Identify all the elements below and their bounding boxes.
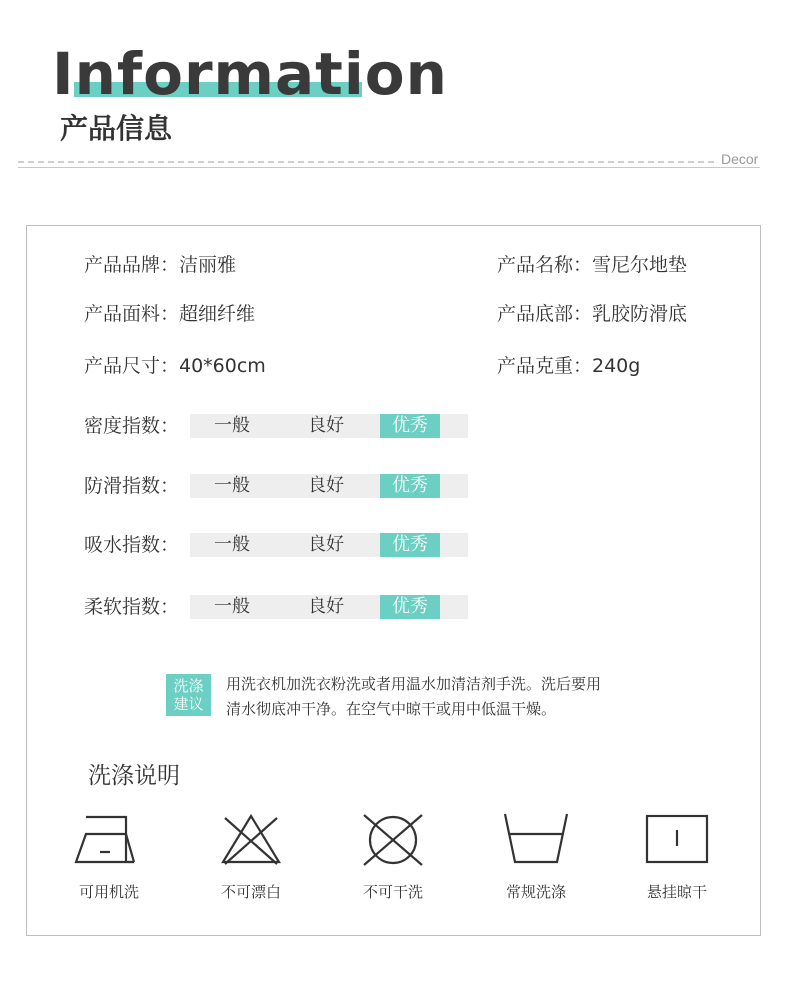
rating-bar bbox=[190, 533, 468, 557]
care-label: 可用机洗 bbox=[78, 883, 139, 901]
care-label: 不可干洗 bbox=[362, 883, 423, 901]
page-subtitle: 产品信息 bbox=[60, 112, 173, 145]
rating-level-excellent-selected: 优秀 bbox=[380, 533, 440, 557]
rating-label: 密度指数： bbox=[84, 415, 180, 437]
rating-level-normal: 一般 bbox=[214, 415, 250, 436]
rating-level-good: 良好 bbox=[308, 415, 344, 436]
wash-text-line1: 用洗衣机加洗衣粉洗或者用温水加清洁剂手洗。洗后要用 bbox=[226, 675, 602, 693]
rating-level-excellent-selected: 优秀 bbox=[380, 474, 440, 498]
rating-softness bbox=[84, 594, 468, 620]
rating-anti-slip bbox=[84, 473, 468, 499]
rating-level-excellent-selected: 优秀 bbox=[380, 595, 440, 619]
care-label: 悬挂晾干 bbox=[646, 883, 707, 901]
wash-advice-text bbox=[226, 672, 601, 722]
rating-density bbox=[84, 413, 468, 439]
wash-tub-icon bbox=[501, 810, 571, 870]
rating-level-excellent-selected: 优秀 bbox=[380, 414, 440, 438]
no-bleach-icon bbox=[216, 810, 286, 870]
hang-dry-icon bbox=[642, 810, 712, 870]
rating-bar bbox=[190, 595, 468, 619]
rating-bar bbox=[190, 414, 468, 438]
care-item-machine-wash bbox=[49, 810, 169, 902]
no-dry-clean-icon bbox=[358, 810, 428, 870]
page-title: Information bbox=[52, 40, 448, 108]
care-title: 洗涤说明 bbox=[88, 763, 180, 789]
care-label: 不可漂白 bbox=[220, 883, 281, 901]
care-item-hang-dry bbox=[617, 810, 737, 902]
wash-badge-line2: 建议 bbox=[173, 695, 204, 713]
info-base: 产品底部：乳胶防滑底 bbox=[497, 303, 688, 325]
rating-level-good: 良好 bbox=[308, 596, 344, 617]
rating-level-normal: 一般 bbox=[214, 596, 250, 617]
rating-level-normal: 一般 bbox=[214, 534, 250, 555]
care-item-no-dry-clean bbox=[333, 810, 453, 902]
rating-level-good: 良好 bbox=[308, 534, 344, 555]
rating-absorbency bbox=[84, 532, 468, 558]
rating-label: 防滑指数： bbox=[84, 475, 180, 497]
rating-level-normal: 一般 bbox=[214, 475, 250, 496]
wash-badge-line1: 洗涤 bbox=[173, 677, 204, 695]
info-size: 产品尺寸：40*60cm bbox=[84, 355, 266, 377]
wash-text-line2: 清水彻底冲干净。在空气中晾干或用中低温干燥。 bbox=[226, 700, 557, 718]
rating-label: 柔软指数： bbox=[84, 596, 180, 618]
info-brand: 产品品牌：洁丽雅 bbox=[84, 254, 237, 276]
info-material: 产品面料：超细纤维 bbox=[84, 303, 256, 325]
care-item-normal-wash bbox=[476, 810, 596, 902]
care-label: 常规洗涤 bbox=[505, 883, 566, 901]
info-weight: 产品克重：240g bbox=[497, 355, 641, 377]
decor-label: Decor bbox=[721, 151, 759, 167]
rating-level-good: 良好 bbox=[308, 475, 344, 496]
info-name: 产品名称：雪尼尔地垫 bbox=[497, 254, 688, 276]
header-dashed-divider bbox=[18, 161, 714, 163]
iron-icon bbox=[74, 810, 144, 870]
wash-advice-badge bbox=[166, 674, 211, 716]
care-item-no-bleach bbox=[191, 810, 311, 902]
header-solid-divider bbox=[18, 167, 760, 168]
rating-label: 吸水指数： bbox=[84, 534, 180, 556]
rating-bar bbox=[190, 474, 468, 498]
